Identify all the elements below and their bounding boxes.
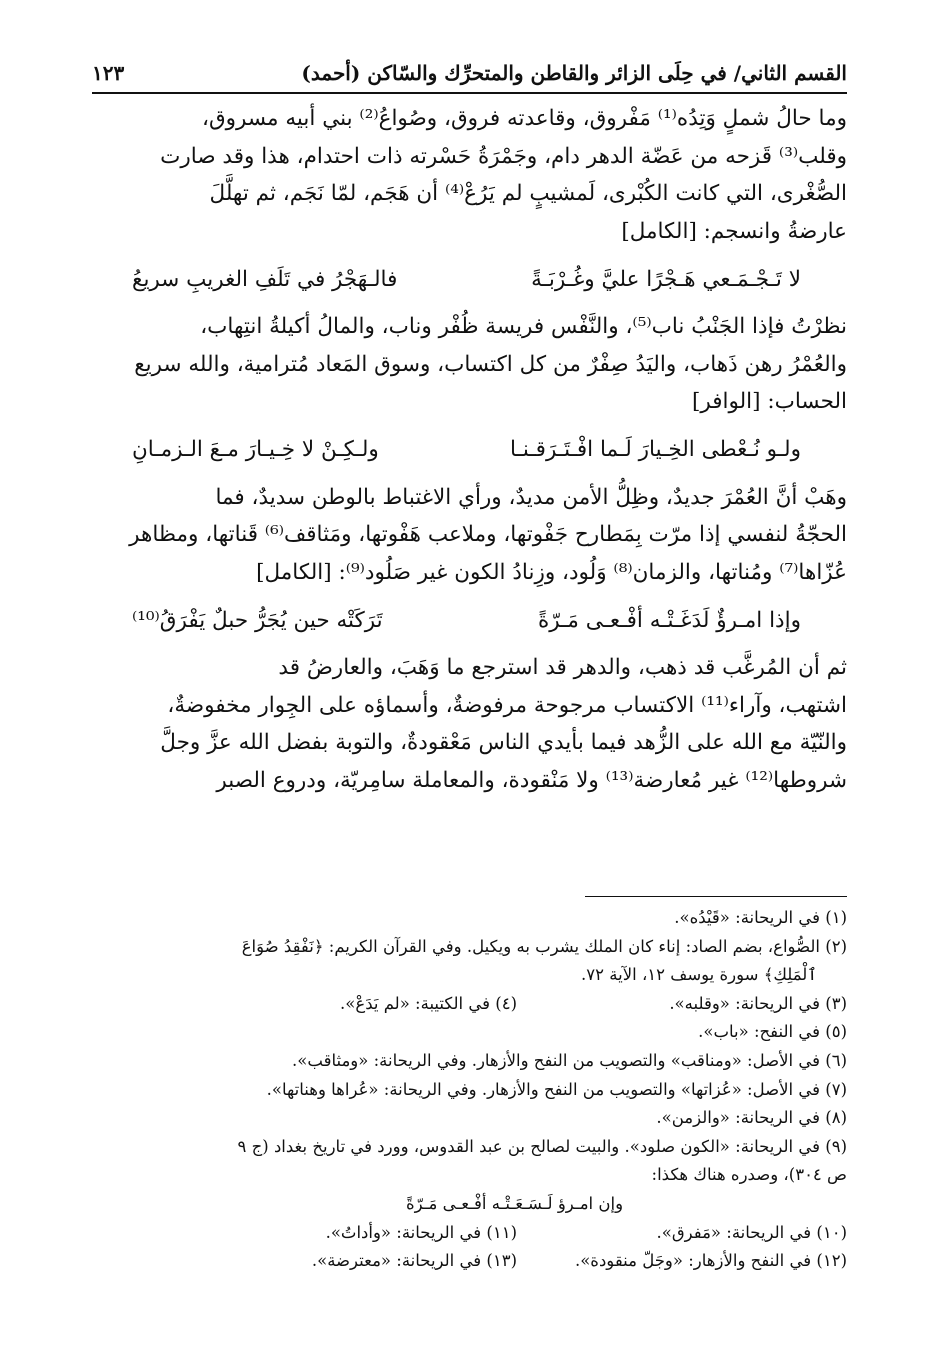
footnote-11: (١١) في الريحانة: «وأداتُ». bbox=[325, 1222, 517, 1242]
footnote-6: (٦) في الأصل: «ومناقب» والتصويب من النفح والأزهار. وفي الريحانة: «ومثاقب». bbox=[292, 1050, 847, 1070]
verse-3 bbox=[92, 591, 847, 649]
verse-2 bbox=[92, 421, 847, 479]
footnote-row bbox=[92, 1219, 847, 1248]
verse-second-hemistich: تَرَكَتْه حين يُجَرُّ حبلٌ يَفْرَقُ⁽¹⁰⁾ bbox=[132, 607, 383, 633]
text-line: ثم أن المُرغَّب قد ذهب، والدهر قد استرجع ما وَهَبَ، والعارضُ قد bbox=[278, 655, 847, 680]
footnote-2: (٢) الصُّواع، بضم الصاد: إناء كان الملك يشرب به ويكيل. وفي القرآن الكريم: ﴿نَفْقِدُ صُوَاعَ bbox=[241, 936, 847, 956]
text-line: شروطها⁽¹²⁾ غير مُعارضة⁽¹³⁾ ولا مَنْقودة، والمعاملة سامِريّة، ودروع الصبر bbox=[216, 767, 847, 793]
text-line: اشتهب، وآراء⁽¹¹⁾ الاكتساب مرجوحة مرفوضةٌ، وأسماؤه على الجِوار مخفوضةٌ، bbox=[167, 692, 847, 718]
paragraph-4 bbox=[92, 649, 847, 799]
text-line: عارضةُ وانسجم: [الكامل] bbox=[621, 218, 847, 244]
header-rule bbox=[92, 92, 847, 94]
text-line: والعُمْرُ رهن ذَهاب، واليَدُ صِفْرٌ من كل اكتساب، وسوق المَعاد مُترامية، والله سريع bbox=[134, 351, 847, 377]
paragraph-1 bbox=[92, 100, 847, 250]
paragraph-2 bbox=[92, 308, 847, 421]
verse-second-hemistich: ولـكِـنْ لا خِـيـارَ مـعَ الـزمـانِ bbox=[132, 437, 379, 462]
main-text bbox=[92, 100, 847, 799]
verse-first-hemistich: وإذا امـرؤٌ لَدَغَـتْـه أفْـعـى مَـرّةً bbox=[537, 607, 801, 633]
text-line: وهَبْ أنَّ العُمْرَ جديدٌ، وظِلُّ الأمن مديدٌ، ورأي الاغتباط بالوطن سديدٌ، فما bbox=[215, 484, 847, 510]
text-line: والنّيّة مع الله على الزُّهد فيما بأيدي الناس مَعْقودةٌ، والتوبة بفضل الله عزَّ وجلَّ bbox=[160, 730, 847, 755]
text-line: الحجّةُ لنفسي إذا مرّت بِمَطارح جَفْوتها، وملاعب هَفْوتها، ومَثاقف⁽⁶⁾ قَناتها، ومظاهر bbox=[129, 522, 847, 547]
footnote-4: (٤) في الكتيبة: «لم يَدَعْ». bbox=[340, 993, 517, 1013]
footnote-row bbox=[92, 1247, 847, 1276]
footnote-5: (٥) في النفح: «باب». bbox=[698, 1022, 847, 1042]
footnote-rule bbox=[585, 896, 847, 897]
footnote-8: (٨) في الريحانة: «والزمن». bbox=[656, 1108, 847, 1128]
footnote-9: (٩) في الريحانة: «الكون صلود». والبيت لصالح بن عبد القدوس، وورد في تاريخ بغداد (ج ٩ bbox=[237, 1136, 847, 1156]
text-line: نظرْتُ فإذا الجَنْبُ ناب⁽⁵⁾، والنَّفْس فريسة ظُفْر وناب، والمالُ أكيلةُ انتِهاب، bbox=[200, 314, 847, 339]
footnote-7: (٧) في الأصل: «عُزاتها» والتصويب من النفح والأزهار. وفي الريحانة: «عُراها وهناتها». bbox=[266, 1079, 847, 1099]
footnote-row bbox=[92, 990, 847, 1019]
running-title: القسم الثاني/ في حِلَى الزائر والقاطن والمتحرِّك والسّاكن (أحمد) bbox=[301, 61, 847, 85]
page-number: ١٢٣ bbox=[92, 61, 125, 85]
footnote-9-cont: ص ٣٠٤)، وصدره هناك هكذا: bbox=[651, 1165, 847, 1185]
text-line: الحساب: [الوافر] bbox=[692, 389, 847, 414]
verse-second-hemistich: فالـهَجْرُ في تَلَفِ الغريبِ سريعُ bbox=[132, 266, 398, 292]
verse-first-hemistich: لا تَـجْـمَـعي هَـجْرًا عليَّ وغُـرْبَـةً bbox=[531, 266, 801, 292]
text-line: عُزّاها⁽⁷⁾ ومُناتها، والزمان⁽⁸⁾ وَلُود، وزِنادُ الكون غير صَلُود⁽⁹⁾: [الكامل] bbox=[256, 559, 847, 585]
footnote-9-verse: وإن امـرؤ لَـسَـعَـتْـه أفْـعـى مَـرّةً bbox=[405, 1193, 624, 1213]
text-line: وقلب⁽³⁾ قَزحه من عَضّة الدهر دام، وجَمْرَةُ حَسْرته ذات احتدام، هذا وقد صارت bbox=[160, 143, 847, 169]
text-line: وما حالُ شملٍ وَتِدُه⁽¹⁾ مَفْروق، وقاعدته فروق، وصُواعُ⁽²⁾ بني أبيه مسروق، bbox=[202, 106, 847, 131]
footnote-13: (١٣) في الريحانة: «معترضة». bbox=[311, 1251, 517, 1271]
footnote-2-cont: ٱلْمَلِكِ﴾ سورة يوسف ١٢، الآية ٧٢. bbox=[581, 965, 817, 985]
verse-1 bbox=[92, 250, 847, 308]
footnote-3: (٣) في الريحانة: «وقلبه». bbox=[669, 993, 847, 1013]
verse-first-hemistich: ولـو نُـعْطى الخِـيارَ لَـما افْـتَـرَقـنـا bbox=[510, 437, 801, 462]
paragraph-3 bbox=[92, 479, 847, 592]
running-head bbox=[92, 56, 847, 90]
footnotes bbox=[92, 904, 847, 1276]
footnote-12: (١٢) في النفح والأزهار: «وجَلّ منقودة». bbox=[574, 1251, 847, 1271]
footnote-10: (١٠) في الريحانة: «مَفرق». bbox=[656, 1222, 847, 1242]
text-line: الصُّغْرى، التي كانت الكُبْرى، لَمشيبٍ لم يَرُعْ⁽⁴⁾ أن هَجَم، لمّا نَجَم، ثم تهلَّلَ bbox=[209, 181, 847, 206]
footnote-1: (١) في الريحانة: «قَيْدُه». bbox=[674, 908, 847, 927]
